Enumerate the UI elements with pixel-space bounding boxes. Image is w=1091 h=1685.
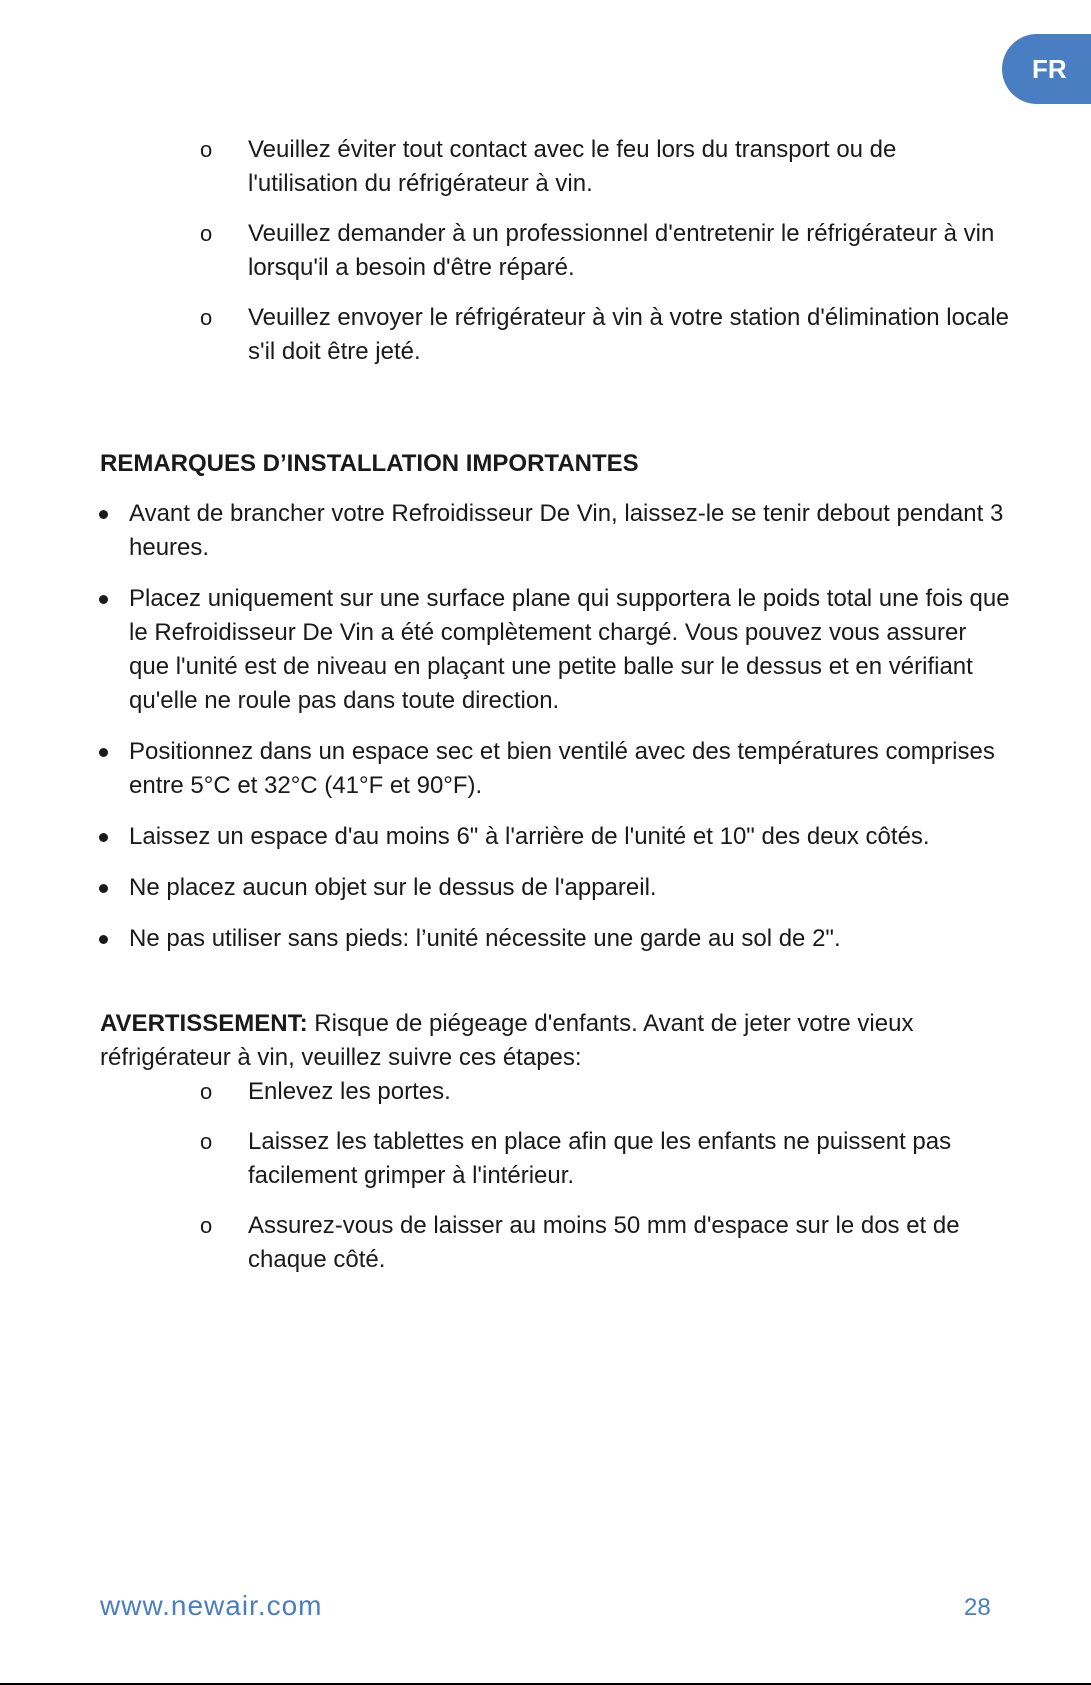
bullet-dot-icon: [99, 935, 108, 944]
circle-bullet-icon: o: [200, 305, 213, 330]
list-item: [0, 217, 1091, 285]
list-item-text: Veuillez demander à un professionnel d'entretenir le réfrigérateur à vin lorsqu'il a besoin d'être réparé.: [248, 220, 995, 281]
installation-list: [0, 497, 1091, 973]
list-item: [0, 922, 1091, 956]
circle-bullet-icon: o: [200, 137, 213, 162]
warning-sublist: [0, 1075, 1091, 1293]
bullet-dot-icon: [99, 510, 108, 519]
circle-bullet-icon: o: [200, 1129, 213, 1154]
warning-label: AVERTISSEMENT:: [100, 1010, 308, 1037]
safety-sublist: [0, 133, 1091, 385]
list-item: [0, 582, 1091, 718]
warning-paragraph: [100, 1007, 1011, 1075]
bullet-dot-icon: [99, 884, 108, 893]
list-item: [0, 871, 1091, 905]
list-item: [0, 133, 1091, 201]
footer-website-link[interactable]: www.newair.com: [100, 1590, 323, 1621]
list-item: [0, 301, 1091, 369]
language-tab: FR: [1002, 34, 1091, 104]
circle-bullet-icon: o: [200, 1213, 213, 1238]
page-number: 28: [964, 1594, 991, 1621]
circle-bullet-icon: o: [200, 221, 213, 246]
list-item-text: Laissez un espace d'au moins 6" à l'arrière de l'unité et 10" des deux côtés.: [129, 823, 930, 850]
list-item-text: Laissez les tablettes en place afin que les enfants ne puissent pas facilement grimper à l'intérieur.: [248, 1128, 952, 1189]
list-item-text: Avant de brancher votre Refroidisseur De Vin, laissez-le se tenir debout pendant 3 heures.: [129, 500, 1004, 561]
list-item-text: Positionnez dans un espace sec et bien ventilé avec des températures comprises entre 5°C et 32°C (41°F et 90°F).: [129, 738, 995, 799]
list-item-text: Assurez-vous de laisser au moins 50 mm d'espace sur le dos et de chaque côté.: [248, 1212, 960, 1273]
list-item-text: Veuillez éviter tout contact avec le feu lors du transport ou de l'utilisation du réfrigérateur à vin.: [248, 136, 897, 197]
bullet-dot-icon: [99, 833, 108, 842]
bullet-dot-icon: [99, 748, 108, 757]
list-item: [0, 820, 1091, 854]
list-item-text: Enlevez les portes.: [248, 1078, 451, 1105]
list-item-text: Placez uniquement sur une surface plane qui supportera le poids total une fois que le Refroidisseur De Vin a été complètement chargé. Vous pouvez vous assurer que l'unité est de niveau en plaçant une petite balle sur le dessus et en vérifiant qu'elle ne roule pas dans toute direction.: [129, 585, 1010, 714]
list-item: [0, 497, 1091, 565]
list-item: [0, 1209, 1091, 1277]
list-item-text: Ne pas utiliser sans pieds: l’unité nécessite une garde au sol de 2".: [129, 925, 841, 952]
circle-bullet-icon: o: [200, 1079, 213, 1104]
warning-text: Risque de piégeage d'enfants. Avant de jeter votre vieux réfrigérateur à vin, veuillez suivre ces étapes:: [100, 1010, 914, 1071]
list-item-text: Ne placez aucun objet sur le dessus de l'appareil.: [129, 874, 657, 901]
list-item: [0, 735, 1091, 803]
list-item: [0, 1125, 1091, 1193]
list-item: [0, 1075, 1091, 1109]
section-heading: REMARQUES D’INSTALLATION IMPORTANTES: [100, 450, 639, 477]
list-item-text: Veuillez envoyer le réfrigérateur à vin à votre station d'élimination locale s'il doit être jeté.: [248, 304, 1009, 365]
bullet-dot-icon: [99, 595, 108, 604]
